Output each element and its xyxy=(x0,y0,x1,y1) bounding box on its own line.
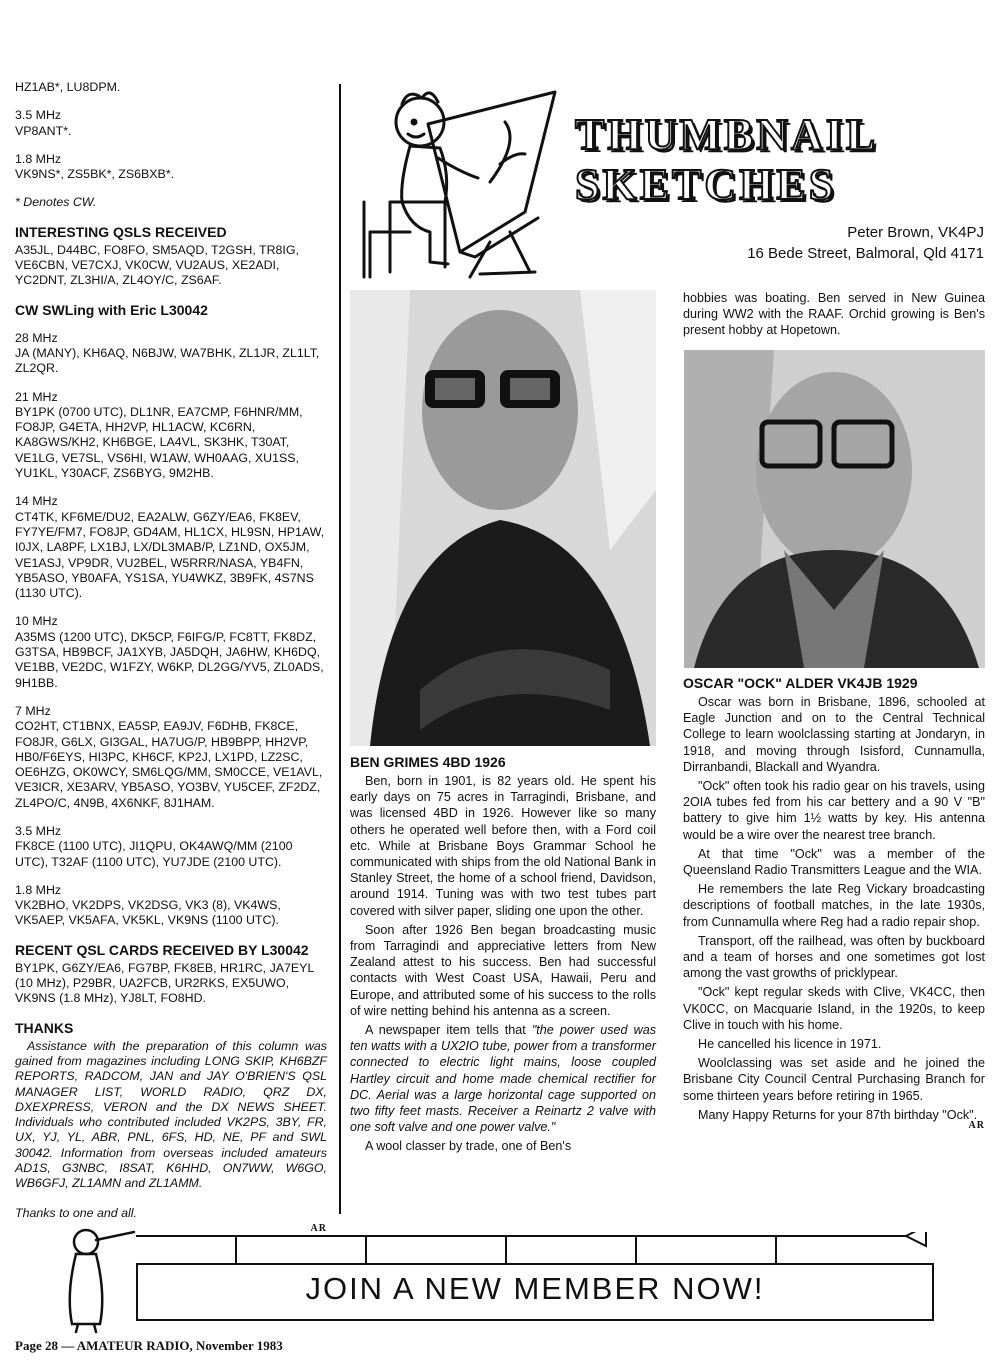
end-mark: AR xyxy=(310,1222,327,1234)
oscar-paragraph: Oscar was born in Brisbane, 1896, schooled at Eagle Junction and on to the Central Technical College to learn woolclassing starting at Jondaryn, in 1918, and moving through Isisford, Cunnamulla, Dirranbandi, Blackall and Wyandra. xyxy=(683,695,985,774)
band-calls: FK8CE (1100 UTC), JI1QPU, OK4AWQ/MM (2100 UTC), T32AF (1100 UTC), YU7JDE (2100 UTC). xyxy=(15,839,293,869)
band-calls: CO2HT, CT1BNX, EA5SP, EA9JV, F6DHB, FK8CE, FO8JR, G6LX, GI3GAL, HA7UG/P, HB9BPP, HH2VP, HB0/F6EYS, HI3PC, KH6CF, KP2J, LX1PD, LZ2SC, OE6HZG, OK0WCY, SM6LQG/MM, SM0CCE, VE1AVL, VE3ICR, XE3ARV, YB5ASO, YO3BV, YU5CEF, ZF2DZ, ZL4PO/C, 4N9B, 4X6NKF, 8J1HAM. xyxy=(15,719,323,810)
band-block xyxy=(15,704,327,811)
band-label: 10 MHz xyxy=(15,614,58,629)
ben-paragraph: A wool classer by trade, one of Ben's xyxy=(365,1139,572,1154)
oscar-paragraph: "Ock" often took his radio gear on his travels, using 2OIA tubes fed from his car bettery and a 90 V "B" battery to give him 1½ watts by key. His antenna would be a wire over the nearest tree branch. xyxy=(683,779,985,842)
thanks-text: Assistance with the preparation of this column was gained from magazines including LONG SKIP, KH6BZF REPORTS, RADCOM, JAN and JAY O'BRIEN'S QSL MANAGER LIST, WORLD RADIO, QRZ DX, DXEXPRESS, VERON and the DX NEWS SHEET. Individuals who contributed included VK2PS, 3BY, FR, UX, YJ, YL, ABR, PNL, 6FS, HD, NE, PF and SWL 30042. Information from overseas included amateurs AD1S, G3NBC, I8SAT, K6HHD, ON7WW, W6GO, WB6GFJ, ZL1AMN and ZL1AMM. xyxy=(15,1038,327,1191)
ben-p3-lead: A newspaper item tells that xyxy=(365,1023,532,1038)
oscar-end-mark: AR xyxy=(968,1120,985,1132)
cw-heading: CW SWLing with Eric L30042 xyxy=(15,301,208,318)
band-block xyxy=(15,883,327,929)
oscar-paragraphs xyxy=(683,694,985,1104)
band-calls: VK9NS*, ZS5BK*, ZS6BXB*. xyxy=(15,167,175,182)
ben-continued: hobbies was boating. Ben served in New Guinea during WW2 with the RAAF. Orchid growing is Ben's present hobby at Hopetown. xyxy=(683,291,985,338)
dx-column xyxy=(15,80,327,1236)
band-calls: JA (MANY), KH6AQ, N6BJW, WA7BHK, ZL1JR, ZL1LT, ZL2QR. xyxy=(15,345,320,376)
band-calls: A35MS (1200 UTC), DK5CP, F6IFG/P, FC8TT, FK8DZ, G3TSA, HB9BCF, JA1XYB, JA5DQH, JA6HW, KH6DQ, VE1BB, VE2DC, W1FZY, W6KP, DL2GG/YV5, ZL0ADS, 9H1BB. xyxy=(15,629,324,690)
band-block xyxy=(15,614,327,690)
qsl-text: A35JL, D44BC, FO8FO, SM5AQD, T2GSH, TR8IG, VE6CBN, VE7CXJ, VK0CW, VU2AUS, XE2ADI, YC2DNT, ZL3HI/A, ZL4OY/C, ZS6AF. xyxy=(15,242,299,288)
band-list xyxy=(15,331,327,929)
ben-paragraph: Ben, born in 1901, is 82 years old. He spent his early days on 75 acres in Tarragindi, Brisbane, and was licensed 4BD in 1926. However like so many others he operated well before then, with a Ford coil etc. While at Brisbane Boys Grammar School he communicated with ships from the old National Bank in Stanley Street, the home of a school friend, Davidson, around 1914. Tuning was with two test tubes part covered with silver paper, sliding one upon the other. xyxy=(350,774,656,918)
oscar-last: Many Happy Returns for your 87th birthday "Ock". xyxy=(698,1107,978,1122)
page-footer: Page 28 — AMATEUR RADIO, November 1983 xyxy=(15,1338,283,1353)
band-block xyxy=(15,824,327,870)
band-1-8 xyxy=(15,152,327,183)
thanks-heading: THANKS xyxy=(15,1019,74,1036)
dx-line: HZ1AB*, LU8DPM. xyxy=(15,80,121,94)
band-3-5 xyxy=(15,108,327,139)
ben-article xyxy=(350,754,656,1158)
band-label: 7 MHz xyxy=(15,703,51,718)
oscar-paragraph: Woolclassing was set aside and he joined the Brisbane City Council Central Purchasing Branch for some thirteen years before retiring in 1965. xyxy=(683,1056,985,1103)
banner-text: JOIN A NEW MEMBER NOW! xyxy=(305,1271,765,1306)
band-block xyxy=(15,390,327,482)
band-label: 3.5 MHz xyxy=(15,108,62,123)
drawing-boy-illustration xyxy=(350,82,560,282)
oscar-paragraph: At that time "Ock" was a member of the Queensland Radio Transmitters League and the WIA. xyxy=(683,846,985,878)
column-divider xyxy=(339,84,341,1214)
title-line-1: THUMBNAIL xyxy=(575,110,879,159)
oscar-paragraph: "Ock" kept regular skeds with Clive, VK4CC, then VK0CC, on Macquarie Island, in the 1920s, to keep Clive in touch with his home. xyxy=(683,985,985,1032)
band-block xyxy=(15,494,327,601)
band-calls: VP8ANT*. xyxy=(15,123,72,138)
band-calls: BY1PK (0700 UTC), DL1NR, EA7CMP, F6HNR/MM, FO8JP, G4ETA, HH2VP, HL1ACW, KC6RN, KA8GWS/KH2, KH6BGE, LA4VL, SK3HK, T30AT, VE1LG, VE7SL, VS6HI, W1AW, WH0AAG, XU1SS, YU1KL, Y30ACF, ZS6BYG, 9M2HB. xyxy=(15,404,303,481)
band-label: 1.8 MHz xyxy=(15,151,62,166)
band-block xyxy=(15,331,327,377)
band-label: 3.5 MHz xyxy=(15,823,62,838)
band-label: 21 MHz xyxy=(15,389,58,404)
band-label: 1.8 MHz xyxy=(15,882,62,897)
thanks-final: Thanks to one and all. xyxy=(15,1205,137,1220)
band-calls: VK2BHO, VK2DPS, VK2DSG, VK3 (8), VK4WS, VK5AEP, VK5AFA, VK5KL, VK9NS (1100 UTC). xyxy=(15,898,281,928)
ben-paragraph xyxy=(350,1022,656,1135)
recent-heading: RECENT QSL CARDS RECEIVED BY L30042 xyxy=(15,941,309,958)
author-address: 16 Bede Street, Balmoral, Qld 4171 xyxy=(747,245,984,262)
author-name: Peter Brown, VK4PJ xyxy=(847,224,984,241)
denotes-note: * Denotes CW. xyxy=(15,195,97,210)
oscar-paragraph: Transport, off the railhead, was often by buckboard and a team of horses and one sometimes got lost among the vast growths of pricklypear. xyxy=(683,933,985,981)
photo-ben-grimes xyxy=(350,290,656,746)
ben-paragraph: Soon after 1926 Ben began broadcasting music from Tarragindi and appreciative letters from New Zealand attest to his success. Ben had successful contacts with West Coast USA, Hawaii, Peru and Europe, and attributed some of his success to the rolls of wire netting behind his antenna as a screen. xyxy=(350,922,656,1018)
oscar-paragraph: He cancelled his licence in 1971. xyxy=(698,1037,882,1052)
band-label: 28 MHz xyxy=(15,330,58,345)
page-title xyxy=(575,112,878,208)
recent-text: BY1PK, G6ZY/EA6, FG7BP, FK8EB, HR1RC, JA7EYL (10 MHz), P29BR, UA2FCB, UR2RKS, EX5UWO, VK9NS (1.8 MHz), YJ8LT, FO8HD. xyxy=(15,960,314,1006)
ben-caption: BEN GRIMES 4BD 1926 xyxy=(350,754,506,770)
byline xyxy=(640,222,984,264)
oscar-caption: OSCAR "OCK" ALDER VK4JB 1929 xyxy=(683,675,918,691)
title-line-2: SKETCHES xyxy=(575,160,837,209)
qsl-heading: INTERESTING QSLS RECEIVED xyxy=(15,223,227,240)
band-calls: CT4TK, KF6ME/DU2, EA2ALW, G6ZY/EA6, FK8EV, FY7YE/FM7, FO8JP, GD4AM, HL1CX, HL9SN, HP1AW, I0JX, LA8PF, LX1BJ, LX/DL3MAB/P, LZ1ND, OX5JM, VE1ASJ, VP9DR, VU2BEL, W5RRR/NASA, YB4FN, YB5ASO, YB0AFA, YS1SA, YU4WKZ, 3B9FK, 4S7NS (1130 UTC). xyxy=(15,509,325,601)
oscar-article xyxy=(683,675,985,1134)
trumpeter-icon xyxy=(60,1224,140,1334)
banner-frame xyxy=(136,1232,936,1266)
photo-oscar-alder xyxy=(684,350,985,668)
band-label: 14 MHz xyxy=(15,494,58,509)
ben-p3-quote: "the power used was ten watts with a UX2IO tube, power from a transformer connected to electric light mains, loose coupled Hartley circuit and home made chemical rectifier for DC. Aerial was a large horizontal cage supported on two fifty feet masts. Receiver a Reinartz 2 valve with one soft valve and one power valve." xyxy=(350,1023,656,1135)
oscar-paragraph: He remembers the late Reg Vickary broadcasting descriptions of football matches, in the late 1930s, from Cunnamulla where Reg had a radio repair shop. xyxy=(683,882,985,929)
